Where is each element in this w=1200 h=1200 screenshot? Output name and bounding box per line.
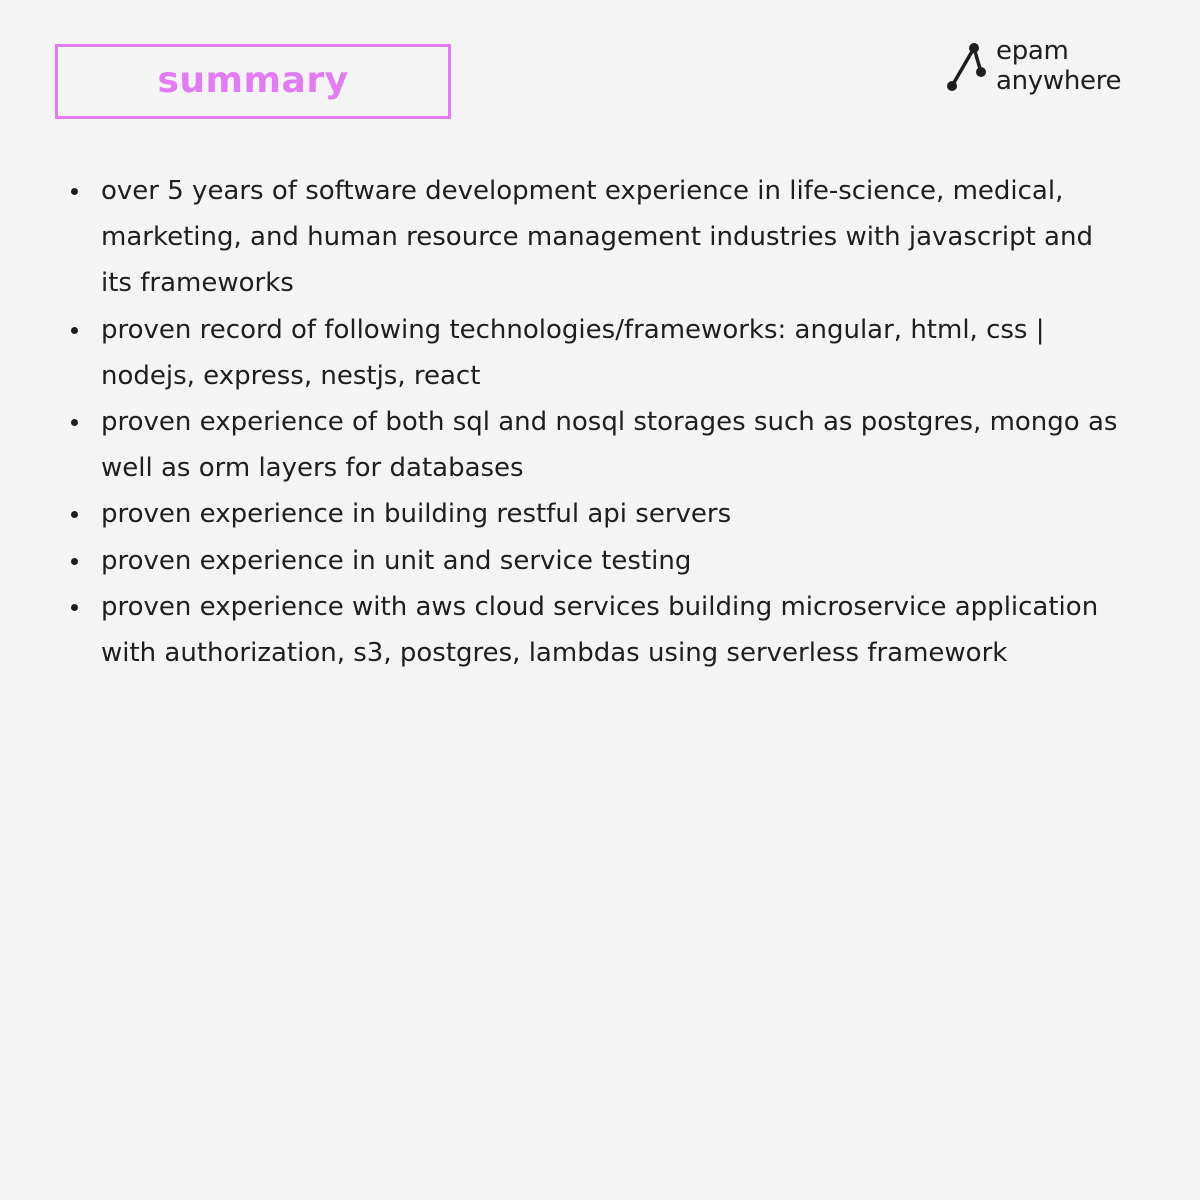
list-item-text: over 5 years of software development experience in life-science, medical, marketing, and human resource management industries with javascript and its frameworks [101, 176, 1093, 299]
list-item [68, 538, 1118, 584]
logo-line-epam: epam [996, 36, 1069, 66]
bullet-icon [71, 188, 78, 195]
list-item-text: proven experience with aws cloud services building microservice application with authorization, s3, postgres, lambdas using serverless framework [101, 591, 1099, 669]
bullet-icon [71, 558, 78, 565]
list-item [68, 168, 1118, 307]
epam-anywhere-logo [944, 36, 1144, 100]
list-item-text: proven experience in unit and service testing [101, 545, 692, 576]
list-item [68, 584, 1118, 676]
bullet-icon [71, 604, 78, 611]
logo-line-anywhere: anywhere [996, 66, 1122, 96]
bullet-icon [71, 511, 78, 518]
list-item [68, 399, 1118, 491]
bullet-icon [71, 419, 78, 426]
logo-wordmark [996, 36, 1121, 96]
list-item [68, 491, 1118, 537]
epam-anywhere-logo-icon [944, 42, 990, 92]
section-title-box [55, 44, 451, 119]
list-item-text: proven experience of both sql and nosql storages such as postgres, mongo as well as orm layers for databases [101, 407, 1118, 484]
list-item-text: proven record of following technologies/frameworks: angular, html, css | nodejs, express, nestjs, react [101, 314, 1045, 391]
bullet-icon [71, 327, 78, 334]
list-item-text: proven experience in building restful api servers [101, 499, 732, 530]
section-title: summary [157, 60, 349, 101]
summary-list [68, 168, 1118, 676]
list-item [68, 307, 1118, 399]
